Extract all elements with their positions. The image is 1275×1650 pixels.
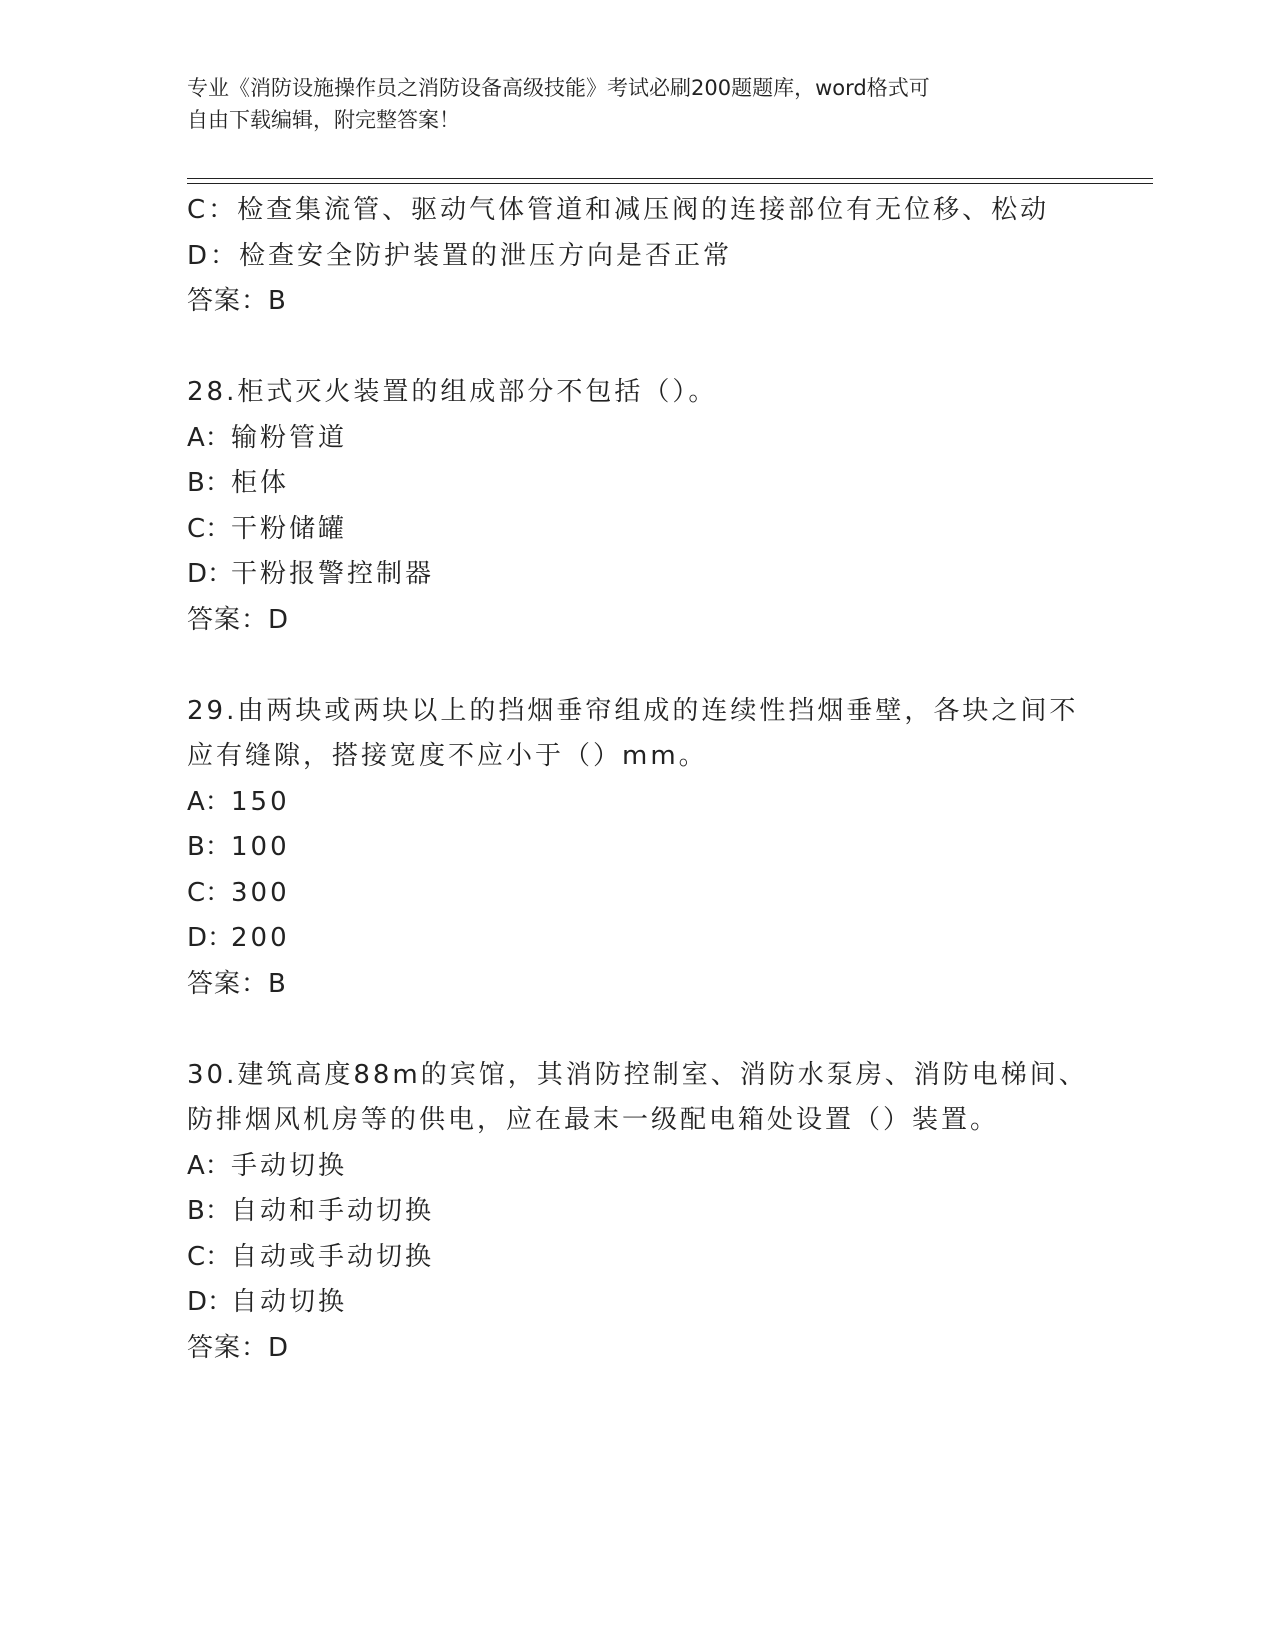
q28-option-a: [187, 416, 1087, 462]
q29-option-d: [187, 916, 1087, 962]
option-label: B：: [187, 832, 231, 862]
option-text: 柜体: [231, 468, 290, 498]
option-label: D：: [187, 923, 234, 953]
spacer: [187, 1007, 1087, 1053]
q30-option-b: [187, 1189, 1087, 1235]
option-text: 干粉报警控制器: [231, 559, 435, 589]
option-text: 300: [231, 877, 290, 908]
q29-answer: 答案：B: [187, 968, 287, 999]
header-line-2: 自由下载编辑，附完整答案！: [187, 108, 460, 132]
option-text: 干粉储罐: [231, 513, 348, 544]
option-label: C：: [187, 1241, 232, 1272]
q29-stem-line-2: 应有缝隙，搭接宽度不应小于（）mm。: [187, 741, 708, 771]
q28-answer: 答案：D: [187, 604, 290, 635]
q30-option-a: [187, 1144, 1087, 1190]
option-text: 自动和手动切换: [231, 1196, 435, 1226]
option-label: C：: [187, 877, 232, 908]
option-label: D：: [187, 559, 234, 589]
option-text: 200: [231, 923, 290, 953]
spacer: [187, 643, 1087, 689]
option-text: 自动或手动切换: [231, 1241, 435, 1272]
q28-option-d: [187, 552, 1087, 598]
prev-option-d: D：检查安全防护装置的泄压方向是否正常: [187, 240, 733, 271]
option-label: D：: [187, 1287, 234, 1317]
option-label: C：: [187, 513, 232, 544]
option-label: B：: [187, 468, 231, 498]
header-line-1: 专业《消防设施操作员之消防设备高级技能》考试必刷200题题库，word格式可: [187, 76, 930, 100]
option-text: 100: [231, 832, 290, 862]
option-label: A：: [187, 422, 231, 453]
q28-option-b: [187, 461, 1087, 507]
option-text: 输粉管道: [231, 422, 348, 453]
option-text: 150: [231, 786, 290, 817]
q29-stem-line-1: 29.由两块或两块以上的挡烟垂帘组成的连续性挡烟垂壁，各块之间不: [187, 695, 1079, 726]
header-rule-top: [187, 178, 1153, 179]
q30-answer: 答案：D: [187, 1332, 290, 1363]
option-text: 手动切换: [231, 1150, 348, 1181]
header-rule-bottom: [187, 183, 1153, 184]
q29-option-a: [187, 780, 1087, 826]
spacer: [187, 325, 1087, 371]
q28-option-c: [187, 507, 1087, 553]
q30-stem-line-2: 防排烟风机房等的供电，应在最末一级配电箱处设置（）装置。: [187, 1105, 1000, 1135]
q28-stem: 28.柜式灭火装置的组成部分不包括（）。: [187, 377, 718, 407]
document-header: [187, 72, 1067, 136]
q29-option-b: [187, 825, 1087, 871]
q30-option-c: [187, 1235, 1087, 1281]
q29-option-c: [187, 871, 1087, 917]
prev-option-c: C：检查集流管、驱动气体管道和减压阀的连接部位有无位移、松动: [187, 195, 1050, 225]
q30-stem-line-1: 30.建筑高度88m的宾馆，其消防控制室、消防水泵房、消防电梯间、: [187, 1059, 1088, 1090]
q30-option-d: [187, 1280, 1087, 1326]
option-label: A：: [187, 1150, 231, 1181]
prev-answer: 答案：B: [187, 286, 287, 316]
option-label: B：: [187, 1196, 231, 1226]
option-text: 自动切换: [231, 1287, 348, 1317]
question-content: [187, 188, 1087, 1371]
option-label: A：: [187, 786, 231, 817]
